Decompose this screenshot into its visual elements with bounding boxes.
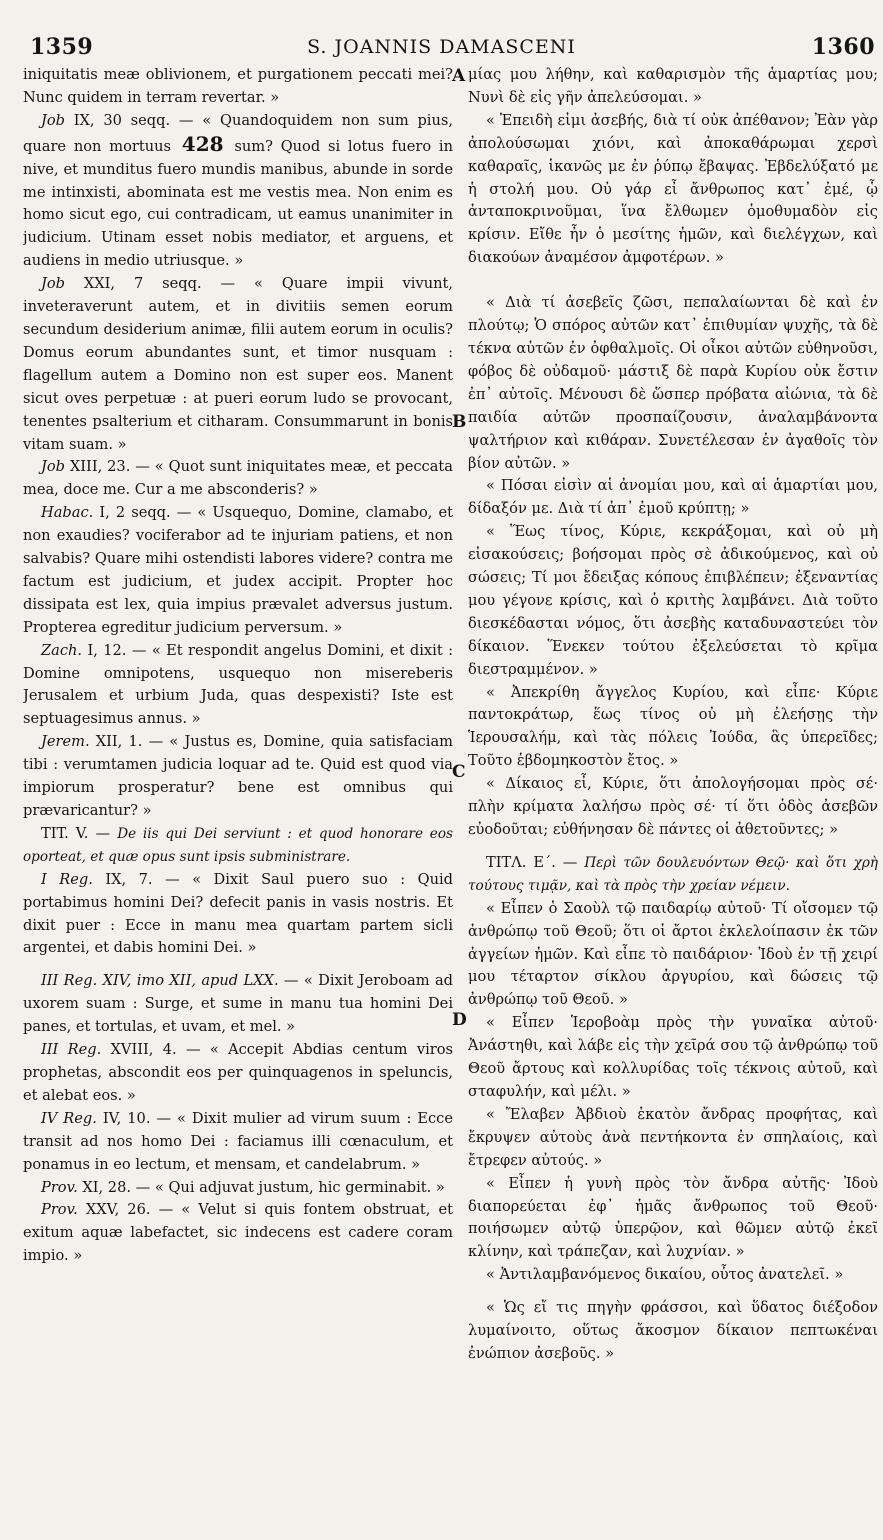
latin-paragraph: Habac. I, 2 seqq. — « Usquequo, Domine, clamabo, et non exaudies? vociferabor ad te injuriam patiens, et non salvabis? Quare mihi ostendisti labores videre? contra me factum est judicium, et judex accipit. Propter hoc dissipata est lex, quia impius prævalet adversus justum. Propterea egreditur judicium perversum. » [23, 504, 453, 636]
margin-letter-b: B [452, 412, 467, 432]
scripture-reference: IV Reg. [41, 1109, 97, 1127]
margin-letter-a: A [452, 66, 466, 86]
latin-paragraph: iniquitatis meæ oblivionem, et purgationem peccati mei? Nunc quidem in terram revertar. » [23, 66, 453, 106]
scripture-reference: Job [41, 111, 65, 129]
scripture-reference: Jerem. [41, 733, 90, 751]
greek-paragraph: « Εἶπεν Ἱεροβοὰμ πρὸς τὴν γυναῖκα αὐτοῦ· Ἀνάστηθι, καὶ λάβε εἰς τὴν χεῖρά σου τῷ ἀνθρώπῳ τοῦ Θεοῦ ἄρτους καὶ κολλυρίδας τοῖς τέκνοις αὐτοῦ, καὶ σταφυλήν, καὶ μέλι. » [468, 1014, 878, 1100]
scripture-reference: III Reg. [41, 1041, 102, 1059]
latin-paragraph: Jerem. XII, 1. — « Justus es, Domine, quia satisfaciam tibi : verumtamen judicia loquar ad te. Quid est quod via impiorum prosperatur? bene est omnibus qui prævaricantur? » [23, 733, 453, 819]
latin-paragraph: Prov. XI, 28. — « Qui adjuvat justum, hic germinabit. » [41, 1178, 445, 1196]
latin-paragraph: Zach. I, 12. — « Et respondit angelus Domini, et dixit : Domine omnipotens, usquequo non misereberis Jerusalem et urbium Juda, quas despexisti? Iste est septuagesimus annus. » [23, 641, 453, 728]
latin-paragraph: IV Reg. IV, 10. — « Dixit mulier ad virum suum : Ecce transit ad nos homo Dei : faciamus illi cœnaculum, et ponamus in eo lectum, et mensam, et candelabrum. » [23, 1109, 453, 1173]
greek-paragraph: « Δίκαιος εἶ, Κύριε, ὅτι ἀπολογήσομαι πρὸς σέ· πλὴν κρίματα λαλήσω πρὸς σέ· τί ὅτι ὁδὸς ἀσεβῶν εὐοδοῦται; εὐθήνησαν δὲ πάντες οἱ ἀθετοῦντες; » [468, 775, 878, 838]
greek-paragraph: « Ἀντιλαμβανόμενος δικαίου, οὗτος ἀνατελεῖ. » [486, 1266, 844, 1284]
latin-paragraph: Job XIII, 23. — « Quot sunt iniquitates meæ, et peccata mea, doce me. Cur a me absconderis? » [23, 458, 453, 499]
section-title: ΤΙΤΛ. Ε΄. — Περὶ τῶν δουλευόντων Θεῷ· καὶ ὅτι χρὴ τούτους τιμᾷν, καὶ τὰ πρὸς τὴν χρείαν νέμειν. [468, 853, 878, 894]
latin-column [23, 64, 453, 1268]
latin-paragraph: III Reg. XIV, imo XII, apud LXX. — « Dixit Jeroboam ad uxorem suam : Surge, et sume in manu tua homini Dei panes, et tortulas, et uvam, et mel. » [23, 972, 453, 1036]
section-title: TIT. V. — De iis qui Dei serviunt : et quod honorare eos oporteat, et quæ opus sunt ipsis subministrare. [23, 824, 453, 865]
greek-paragraph: « Πόσαι εἰσὶν αἱ ἀνομίαι μου, καὶ αἱ ἁμαρτίαι μου, δίδαξόν με. Διὰ τί ἀπ᾽ ἐμοῦ κρύπτῃ; » [468, 477, 878, 518]
latin-paragraph: Job XXI, 7 seqq. — « Quare impii vivunt, inveteraverunt autem, et in divitiis semen eorum secundum desiderium animæ, filii autem eorum in oculis? Domus eorum abundantes sunt, et timor nusquam : flagellum autem a Domino non est super eos. Manent sicut oves perpetuæ : at pueri eorum ludo se provocant, tenentes psalterium et citharam. Consummarunt in bonis vitam suam. » [23, 275, 453, 453]
greek-column [468, 64, 878, 1366]
greek-paragraph: « Ἔλαβεν Ἀβδιοὺ ἑκατὸν ἄνδρας προφήτας, καὶ ἔκρυψεν αὐτοὺς ἀνὰ πεντήκοντα ἐν σπηλαίοις, καὶ ἔτρεφεν αὐτούς. » [468, 1105, 878, 1169]
greek-paragraph: « Εἶπεν ὁ Σαοὺλ τῷ παιδαρίῳ αὐτοῦ· Τί οἴσομεν τῷ ἀνθρώπῳ τοῦ Θεοῦ; ὅτι οἱ ἄρτοι ἐκλελοίπασιν ἐκ τῶν ἀγγείων ἡμῶν. Καὶ εἶπε τὸ παιδάριον· Ἰδοὺ ἐν τῇ χειρί μου τέταρτον σίκλου ἀργυρίου, καὶ δώσεις τῷ ἀνθρώπῳ τοῦ Θεοῦ. » [468, 899, 878, 1009]
column-number-mark: 428 [181, 131, 224, 156]
page-number-left: 1359 [30, 34, 94, 60]
greek-paragraph: « Ὡς εἴ τις πηγὴν φράσσοι, καὶ ὕδατος διέξοδον λυμαίνοιτο, οὕτως ἄκοσμον δίκαιον πεπτωκέναι ἐνώπιον ἀσεβοῦς. » [468, 1299, 878, 1362]
scripture-reference: Prov. [41, 1201, 78, 1219]
scripture-reference: III Reg. XIV, imo XII, apud LXX. [41, 972, 279, 990]
margin-letter-c: C [452, 762, 466, 782]
greek-paragraph: « Ἕως τίνος, Κύριε, κεκράξομαι, καὶ οὐ μὴ εἰσακούσεις; βοήσομαι πρὸς σὲ ἀδικούμενος, καὶ οὐ σώσεις; Τί μοι ἔδειξας κόπους ἐπιβλέπειν; ἐξεναντίας μου γέγονε κρίσις, καὶ ὁ κριτὴς λαμβάνει. Διὰ τοῦτο διεσκέδασται νόμος, ὅτι ἀσεβὴς καταδυναστεύει τὸν δίκαιον. Ἕνεκεν τούτου ἐξελεύσεται τὸ κρῖμα διεστραμμένον. » [468, 523, 878, 678]
page-header [0, 0, 883, 62]
greek-paragraph: « Ἀπεκρίθη ἄγγελος Κυρίου, καὶ εἶπε· Κύριε παντοκράτωρ, ἕως τίνος οὐ μὴ ἐλεήσῃς τὴν Ἱερουσαλήμ, καὶ τὰς πόλεις Ἰούδα, ἃς ὑπερεῖδες; Τοῦτο ἑβδομηκοστὸν ἔτος. » [468, 683, 878, 770]
greek-paragraph: « Εἶπεν ἡ γυνὴ πρὸς τὸν ἄνδρα αὐτῆς· Ἰδοὺ διαπορεύεται ἐφ᾽ ἡμᾶς ἄνθρωπος τοῦ Θεοῦ· ποιήσωμεν αὐτῷ ὑπερῷον, καὶ θῶμεν αὐτῷ ἐκεῖ κλίνην, καὶ τράπεζαν, καὶ λυχνίαν. » [468, 1174, 878, 1261]
latin-paragraph: I Reg. IX, 7. — « Dixit Saul puero suo : Quid portabimus homini Dei? defecit panis in vasis nostris. Et dixit puer : Ecce in manu mea quartam partem sicli argentei, et dabis homini Dei. » [23, 870, 453, 957]
latin-paragraph: Job IX, 30 seqq. — « Quandoquidem non sum pius, quare non mortuus 428 sum? Quod si lotus fuero in nive, et munditus fuero mundis manibus, abunde in sorde me intinxisti, abominata est me vestis mea. Non enim es homo sicut ego, cui contradicam, ut eamus unanimiter in judicium. Utinam esset nobis mediator, et arguens, et audiens in medio utriusque. » [23, 111, 453, 270]
greek-paragraph: « Διὰ τί ἀσεβεῖς ζῶσι, πεπαλαίωνται δὲ καὶ ἐν πλούτῳ; Ὁ σπόρος αὐτῶν κατ᾽ ἐπιθυμίαν ψυχῆς, τὰ δὲ τέκνα αὐτῶν ἐν ὀφθαλμοῖς. Οἱ οἶκοι αὐτῶν εὐθηνοῦσι, φόβος δὲ οὐδαμοῦ· μάστιξ δὲ παρὰ Κυρίου οὐκ ἔστιν ἐπ᾽ αὐτοῖς. Μένουσι δὲ ὥσπερ πρόβατα αἰώνια, τὰ δὲ παιδία αὐτῶν προσπαίζουσιν, ἀναλαμβάνοντα ψαλτήριον καὶ κιθάραν. Συνετέλεσαν ἐν ἀγαθοῖς τὸν βίον αὐτῶν. » [468, 294, 878, 472]
margin-letter-d: D [452, 1010, 467, 1030]
scripture-reference: Prov. [41, 1178, 78, 1196]
scripture-reference: Job [41, 275, 65, 293]
greek-paragraph: μίας μου λήθην, καὶ καθαρισμὸν τῆς ἁμαρτίας μου; Νυνὶ δὲ εἰς γῆν ἀπελεύσομαι. » [468, 66, 878, 106]
latin-paragraph: Prov. XXV, 26. — « Velut si quis fontem obstruat, et exitum aquæ labefactet, sic indecens est cadere coram impio. » [23, 1201, 453, 1265]
scripture-reference: I Reg. [41, 870, 93, 888]
scripture-reference: Habac. [41, 504, 94, 522]
running-title: S. JOANNIS DAMASCENI [307, 36, 576, 58]
scripture-reference: Zach. [41, 641, 83, 659]
latin-paragraph: III Reg. XVIII, 4. — « Accepit Abdias centum viros prophetas, abscondit eos per quinquagenos in speluncis, et alebat eos. » [23, 1041, 453, 1104]
greek-paragraph: « Ἐπειδὴ εἰμι ἀσεβής, διὰ τί οὐκ ἀπέθανον; Ἐὰν γὰρ ἀπολούσωμαι χιόνι, καὶ ἀποκαθάρωμαι χερσὶ καθαραῖς, ἱκανῶς με ἐν ῥύπῳ ἔβαψας. Ἐβδελύξατό με ἡ στολή μου. Οὐ γάρ εἶ ἄνθρωπος κατ᾽ ἐμέ, ᾧ ἀνταποκρινοῦμαι, ἵνα ἔλθωμεν ὁμοθυμαδὸν εἰς κρίσιν. Εἴθε ἦν ὁ μεσίτης ἡμῶν, καὶ διελέγχων, καὶ διακούων ἀναμέσον ἀμφοτέρων. » [468, 111, 878, 267]
page-number-right: 1360 [811, 34, 875, 60]
scripture-reference: Job [41, 458, 65, 476]
